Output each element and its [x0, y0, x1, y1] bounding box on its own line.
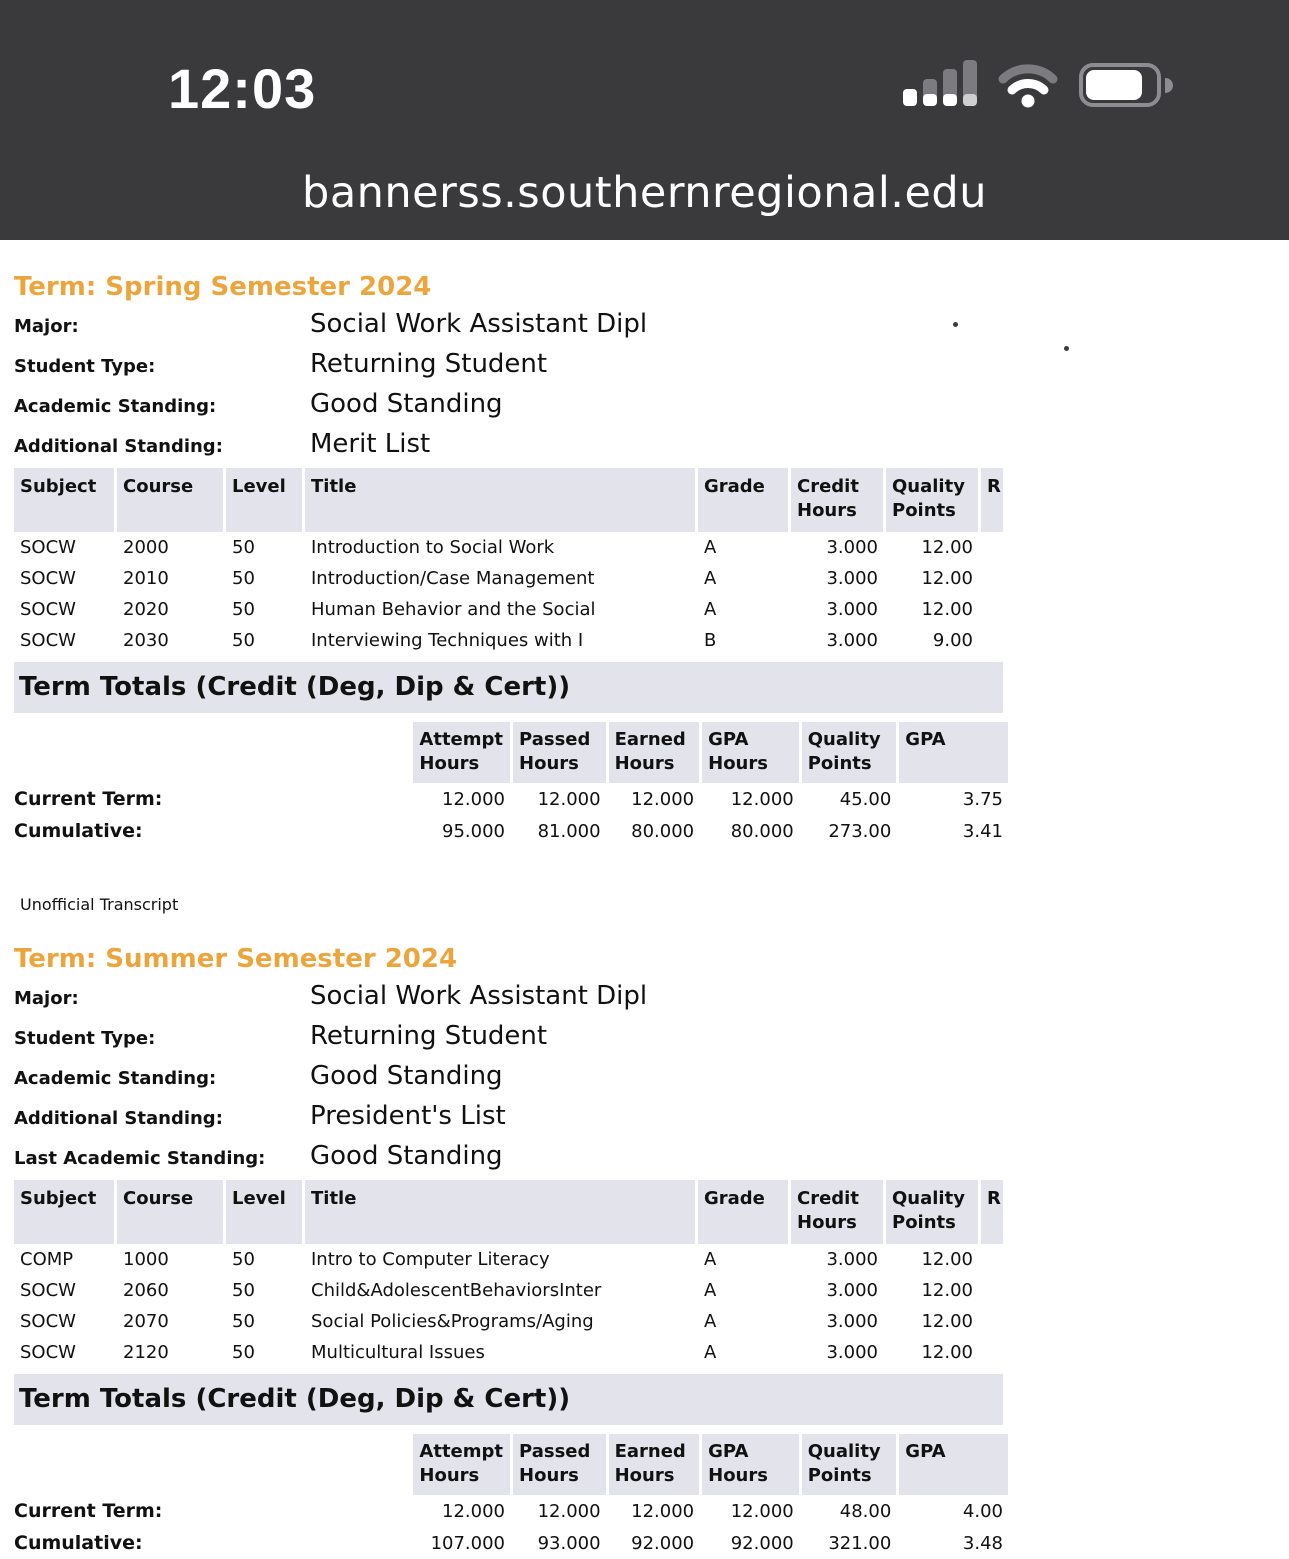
course-row	[14, 625, 1003, 656]
column-header-attempt-hours: Attempt Hours	[413, 722, 510, 784]
course-row	[14, 1337, 1003, 1368]
course-cell-credit-hours: 3.000	[826, 1248, 878, 1270]
signal-bar	[943, 69, 957, 106]
course-header-row	[14, 468, 1003, 532]
column-header-repeat: R	[981, 468, 1003, 532]
totals-row	[14, 1495, 1008, 1527]
totals-cell-gpa: 3.48	[962, 1532, 1003, 1554]
info-value: Merit List	[310, 429, 431, 459]
course-row	[14, 532, 1003, 563]
course-cell-grade: B	[704, 629, 717, 651]
unofficial-transcript-label: Unofficial Transcript	[20, 895, 179, 915]
course-cell-subject: SOCW	[20, 598, 76, 620]
info-value: Good Standing	[310, 389, 503, 419]
wifi-icon	[997, 62, 1059, 108]
column-header-earned-hours: Earned Hours	[609, 1434, 700, 1496]
totals-header-spacer	[14, 1434, 410, 1496]
totals-header-spacer	[14, 722, 410, 784]
totals-cell-gpa: 3.75	[962, 788, 1003, 810]
column-header-passed-hours: Passed Hours	[513, 1434, 606, 1496]
info-label: Academic Standing:	[14, 396, 217, 417]
battery-fill	[1086, 70, 1142, 100]
totals-row	[14, 1527, 1008, 1559]
course-cell-grade: A	[704, 536, 717, 558]
term-section	[14, 272, 1010, 847]
course-cell-level: 50	[232, 1341, 255, 1363]
info-value: Returning Student	[310, 1021, 548, 1052]
totals-row-label: Current Term:	[14, 788, 163, 811]
totals-table	[11, 1434, 1011, 1559]
term-totals-heading: Term Totals (Credit (Deg, Dip & Cert))	[14, 1374, 1003, 1425]
course-cell-course: 1000	[123, 1248, 169, 1270]
column-header-gpa: GPA	[899, 722, 1008, 784]
course-cell-course: 2060	[123, 1279, 169, 1301]
column-header-quality-points: Quality Points	[886, 468, 978, 532]
course-cell-quality-points: 12.00	[921, 598, 973, 620]
info-label: Major:	[14, 988, 79, 1010]
course-cell-credit-hours: 3.000	[826, 536, 878, 558]
term-title: Term: Summer Semester 2024	[14, 944, 458, 975]
totals-cell-earned-hours: 92.000	[631, 1532, 695, 1554]
totals-cell-attempt-hours: 12.000	[442, 1500, 506, 1522]
totals-cell-earned-hours: 12.000	[631, 788, 695, 810]
cellular-signal-icon	[903, 62, 977, 108]
totals-cell-attempt-hours: 107.000	[430, 1532, 506, 1554]
column-header-credit-hours: Credit Hours	[791, 1180, 883, 1244]
course-cell-level: 50	[232, 536, 255, 558]
column-header-level: Level	[226, 468, 302, 532]
totals-cell-quality-points: 273.00	[828, 820, 892, 842]
course-cell-subject: SOCW	[20, 536, 76, 558]
info-label: Student Type:	[14, 356, 156, 377]
course-cell-grade: A	[704, 1248, 717, 1270]
info-row	[14, 1140, 1010, 1180]
column-header-level: Level	[226, 1180, 302, 1244]
column-header-gpa-hours: GPA Hours	[702, 722, 799, 784]
course-row	[14, 1275, 1003, 1306]
course-cell-grade: A	[704, 1341, 717, 1363]
column-header-quality-points: Quality Points	[886, 1180, 978, 1244]
course-cell-level: 50	[232, 629, 255, 651]
totals-cell-passed-hours: 12.000	[537, 788, 601, 810]
totals-row-label: Cumulative:	[14, 1532, 143, 1555]
term-title: Term: Spring Semester 2024	[14, 272, 432, 302]
column-header-course: Course	[117, 1180, 223, 1244]
course-cell-repeat	[981, 625, 1003, 656]
totals-row-label: Current Term:	[14, 1500, 163, 1523]
course-cell-title: Multicultural Issues	[311, 1341, 485, 1363]
column-header-grade: Grade	[698, 468, 788, 532]
info-label: Additional Standing:	[14, 436, 223, 457]
info-label: Major:	[14, 316, 79, 337]
course-cell-quality-points: 12.00	[921, 1248, 973, 1270]
totals-cell-gpa-hours: 12.000	[730, 1500, 794, 1522]
course-row	[14, 563, 1003, 594]
signal-bar	[923, 79, 937, 106]
course-cell-course: 2010	[123, 567, 169, 589]
course-cell-credit-hours: 3.000	[826, 629, 878, 651]
column-header-title: Title	[305, 468, 695, 532]
course-cell-credit-hours: 3.000	[826, 598, 878, 620]
info-label: Last Academic Standing:	[14, 1148, 266, 1170]
course-cell-repeat	[981, 1306, 1003, 1337]
artifact-dot	[953, 322, 958, 327]
course-row	[14, 594, 1003, 625]
course-cell-quality-points: 12.00	[921, 536, 973, 558]
info-value: Social Work Assistant Dipl	[310, 309, 648, 339]
totals-cell-gpa: 3.41	[962, 820, 1003, 842]
totals-row-label: Cumulative:	[14, 820, 143, 843]
term-section	[14, 944, 1010, 1559]
signal-bar	[903, 89, 917, 106]
totals-row	[14, 815, 1008, 847]
totals-table	[11, 722, 1011, 848]
info-value: Returning Student	[310, 349, 548, 379]
course-cell-repeat	[981, 1337, 1003, 1368]
info-row	[14, 1060, 1010, 1100]
totals-cell-gpa-hours: 12.000	[730, 788, 794, 810]
column-header-repeat: R	[981, 1180, 1003, 1244]
totals-row	[14, 783, 1008, 815]
address-bar-url[interactable]: bannerss.southernregional.edu	[302, 168, 987, 218]
course-cell-repeat	[981, 1275, 1003, 1306]
totals-cell-earned-hours: 80.000	[631, 820, 695, 842]
course-cell-title: Intro to Computer Literacy	[311, 1248, 550, 1270]
course-cell-level: 50	[232, 1248, 255, 1270]
info-row	[14, 428, 1010, 468]
totals-cell-passed-hours: 81.000	[537, 820, 601, 842]
info-row	[14, 388, 1010, 428]
course-cell-grade: A	[704, 1279, 717, 1301]
course-cell-title: Introduction to Social Work	[311, 536, 555, 558]
course-cell-repeat	[981, 532, 1003, 563]
course-cell-subject: SOCW	[20, 629, 76, 651]
course-cell-grade: A	[704, 598, 717, 620]
course-cell-course: 2000	[123, 536, 169, 558]
info-row	[14, 980, 1010, 1020]
course-cell-quality-points: 9.00	[932, 629, 973, 651]
column-header-subject: Subject	[14, 1180, 114, 1244]
totals-cell-quality-points: 321.00	[828, 1532, 892, 1554]
totals-header-row	[14, 1434, 1008, 1496]
course-cell-quality-points: 12.00	[921, 1310, 973, 1332]
info-value: Good Standing	[310, 1061, 503, 1092]
column-header-earned-hours: Earned Hours	[609, 722, 700, 784]
course-table	[11, 1180, 1006, 1368]
info-row	[14, 308, 1010, 348]
battery-icon	[1079, 62, 1175, 108]
column-header-credit-hours: Credit Hours	[791, 468, 883, 532]
info-label: Student Type:	[14, 1028, 156, 1050]
course-cell-level: 50	[232, 598, 255, 620]
term-totals-heading: Term Totals (Credit (Deg, Dip & Cert))	[14, 662, 1003, 713]
totals-cell-gpa-hours: 92.000	[730, 1532, 794, 1554]
totals-cell-earned-hours: 12.000	[631, 1500, 695, 1522]
totals-cell-gpa-hours: 80.000	[730, 820, 794, 842]
totals-cell-attempt-hours: 95.000	[442, 820, 506, 842]
course-cell-level: 50	[232, 1310, 255, 1332]
info-value: President's List	[310, 1101, 506, 1132]
totals-header-row	[14, 722, 1008, 784]
info-label: Additional Standing:	[14, 1108, 223, 1130]
course-cell-subject: SOCW	[20, 1310, 76, 1332]
artifact-dot	[1064, 346, 1069, 351]
totals-cell-passed-hours: 12.000	[537, 1500, 601, 1522]
totals-cell-gpa: 4.00	[962, 1500, 1003, 1522]
totals-cell-passed-hours: 93.000	[537, 1532, 601, 1554]
info-row	[14, 1100, 1010, 1140]
course-cell-course: 2030	[123, 629, 169, 651]
column-header-attempt-hours: Attempt Hours	[413, 1434, 510, 1496]
status-icons	[903, 60, 1175, 108]
course-cell-course: 2020	[123, 598, 169, 620]
column-header-gpa-hours: GPA Hours	[702, 1434, 799, 1496]
course-cell-grade: A	[704, 567, 717, 589]
column-header-passed-hours: Passed Hours	[513, 722, 606, 784]
course-cell-credit-hours: 3.000	[826, 1341, 878, 1363]
info-label: Academic Standing:	[14, 1068, 217, 1090]
column-header-grade: Grade	[698, 1180, 788, 1244]
course-header-row	[14, 1180, 1003, 1244]
browser-chrome	[0, 0, 1289, 240]
column-header-gpa: GPA	[899, 1434, 1008, 1496]
course-cell-subject: SOCW	[20, 1341, 76, 1363]
course-cell-grade: A	[704, 1310, 717, 1332]
info-value: Good Standing	[310, 1141, 503, 1172]
course-cell-credit-hours: 3.000	[826, 1279, 878, 1301]
info-value: Social Work Assistant Dipl	[310, 981, 648, 1012]
battery-cap	[1165, 78, 1173, 93]
transcript-content	[0, 240, 1010, 1559]
course-row	[14, 1306, 1003, 1337]
info-row	[14, 1020, 1010, 1060]
course-cell-subject: SOCW	[20, 1279, 76, 1301]
course-cell-repeat	[981, 1244, 1003, 1275]
course-row	[14, 1244, 1003, 1275]
column-header-quality-points: Quality Points	[802, 722, 897, 784]
course-cell-repeat	[981, 563, 1003, 594]
course-table	[11, 468, 1006, 656]
course-cell-level: 50	[232, 1279, 255, 1301]
course-cell-credit-hours: 3.000	[826, 567, 878, 589]
course-cell-quality-points: 12.00	[921, 1341, 973, 1363]
course-cell-subject: SOCW	[20, 567, 76, 589]
column-header-subject: Subject	[14, 468, 114, 532]
column-header-quality-points: Quality Points	[802, 1434, 897, 1496]
course-cell-title: Interviewing Techniques with I	[311, 629, 584, 651]
column-header-course: Course	[117, 468, 223, 532]
address-bar[interactable]	[0, 168, 1289, 218]
signal-bar	[963, 60, 977, 106]
course-cell-course: 2070	[123, 1310, 169, 1332]
course-cell-title: Introduction/Case Management	[311, 567, 595, 589]
status-time: 12:03	[168, 57, 317, 120]
totals-cell-quality-points: 45.00	[839, 788, 892, 810]
info-row	[14, 348, 1010, 388]
totals-cell-quality-points: 48.00	[839, 1500, 892, 1522]
course-cell-level: 50	[232, 567, 255, 589]
column-header-title: Title	[305, 1180, 695, 1244]
course-cell-course: 2120	[123, 1341, 169, 1363]
course-cell-credit-hours: 3.000	[826, 1310, 878, 1332]
course-cell-quality-points: 12.00	[921, 1279, 973, 1301]
course-cell-title: Human Behavior and the Social	[311, 598, 596, 620]
course-cell-repeat	[981, 594, 1003, 625]
course-cell-subject: COMP	[20, 1248, 74, 1270]
course-cell-quality-points: 12.00	[921, 567, 973, 589]
course-cell-title: Child&AdolescentBehaviorsInter	[311, 1279, 602, 1301]
course-cell-title: Social Policies&Programs/Aging	[311, 1310, 594, 1332]
totals-cell-attempt-hours: 12.000	[442, 788, 506, 810]
